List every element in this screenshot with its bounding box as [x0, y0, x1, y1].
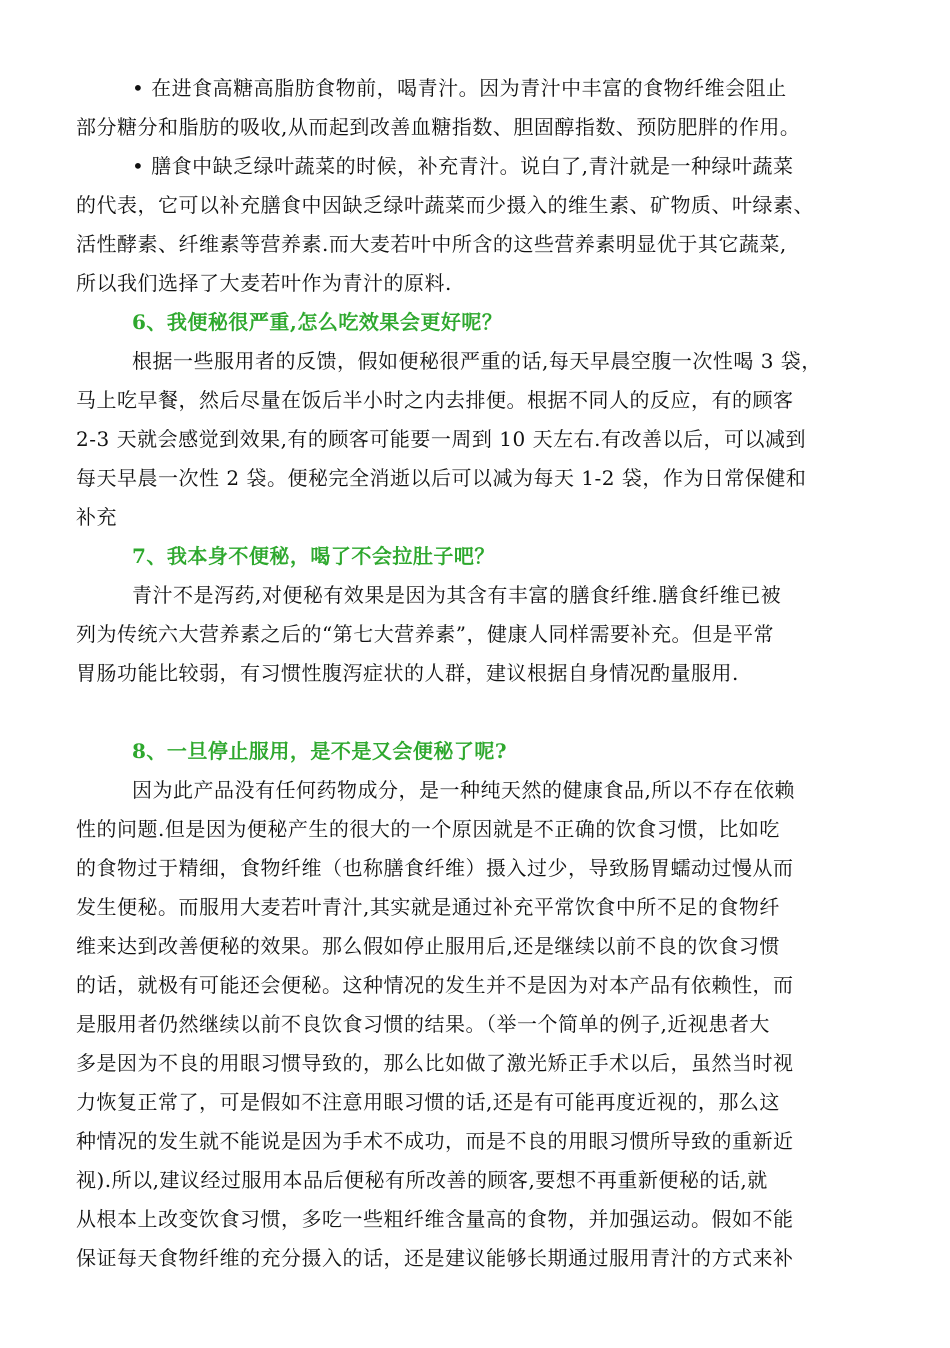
text-line: 的话，就极有可能还会便秘。这种情况的发生并不是因为对本产品有依赖性，而	[76, 973, 794, 997]
text-line: 的食物过于精细，食物纤维（也称膳食纤维）摄入过少，导致肠胃蠕动过慢从而	[76, 856, 794, 880]
text-line: 多是因为不良的用眼习惯导致的，那么比如做了激光矫正手术以后，虽然当时视	[76, 1051, 794, 1075]
text-line: 视).所以,建议经过服用本品后便秘有所改善的顾客,要想不再重新便秘的话,就	[76, 1168, 768, 1192]
text-line: 发生便秘。而服用大麦若叶青汁,其实就是通过补充平常饮食中所不足的食物纤	[76, 895, 780, 919]
question-heading-6: 6、我便秘很严重,怎么吃效果会更好呢？	[132, 310, 503, 334]
text-line: 从根本上改变饮食习惯，多吃一些粗纤维含量高的食物，并加强运动。假如不能	[76, 1207, 794, 1231]
text-line: 因为此产品没有任何药物成分，是一种纯天然的健康食品,所以不存在依赖	[132, 778, 795, 802]
text-line: 是服用者仍然继续以前不良饮食习惯的结果。（举一个简单的例子,近视患者大	[76, 1012, 770, 1036]
text-line: 所以我们选择了大麦若叶作为青汁的原料.	[76, 271, 452, 295]
text-line: 2-3 天就会感觉到效果,有的顾客可能要一周到 10 天左右.有改善以后，可以减到	[76, 427, 806, 451]
text-line: 马上吃早餐，然后尽量在饭后半小时之内去排便。根据不同人的反应，有的顾客	[76, 388, 794, 412]
text-line: • 在进食高糖高脂肪食物前，喝青汁。因为青汁中丰富的食物纤维会阻止	[132, 76, 787, 100]
text-line: 补充	[76, 505, 117, 529]
text-line: 部分糖分和脂肪的吸收,从而起到改善血糖指数、胆固醇指数、预防肥胖的作用。	[76, 115, 801, 139]
question-heading-7: 7、我本身不便秘，喝了不会拉肚子吧？	[132, 544, 495, 568]
text-line: 活性酵素、纤维素等营养素.而大麦若叶中所含的这些营养素明显优于其它蔬菜,	[76, 232, 787, 256]
text-line: 青汁不是泻药,对便秘有效果是因为其含有丰富的膳食纤维.膳食纤维已被	[132, 583, 782, 607]
text-line: 根据一些服用者的反馈，假如便秘很严重的话,每天早晨空腹一次性喝 3 袋，	[132, 349, 822, 373]
text-line: 性的问题.但是因为便秘产生的很大的一个原因就是不正确的饮食习惯，比如吃	[76, 817, 780, 841]
text-line: 的代表，它可以补充膳食中因缺乏绿叶蔬菜而少摄入的维生素、矿物质、叶绿素、	[76, 193, 814, 217]
text-line: 力恢复正常了，可是假如不注意用眼习惯的话,还是有可能再度近视的，那么这	[76, 1090, 780, 1114]
text-line: 胃肠功能比较弱，有习惯性腹泻症状的人群，建议根据自身情况酌量服用.	[76, 661, 739, 685]
text-line: 维来达到改善便秘的效果。那么假如停止服用后,还是继续以前不良的饮食习惯	[76, 934, 780, 958]
text-line: 种情况的发生就不能说是因为手术不成功，而是不良的用眼习惯所导致的重新近	[76, 1129, 794, 1153]
question-heading-8: 8、一旦停止服用，是不是又会便秘了呢?	[132, 739, 508, 763]
text-line: 保证每天食物纤维的充分摄入的话，还是建议能够长期通过服用青汁的方式来补	[76, 1246, 794, 1270]
text-line: 列为传统六大营养素之后的“第七大营养素”，健康人同样需要补充。但是平常	[76, 622, 774, 646]
text-line: 每天早晨一次性 2 袋。便秘完全消逝以后可以减为每天 1-2 袋，作为日常保健和	[76, 466, 807, 490]
text-line: • 膳食中缺乏绿叶蔬菜的时候，补充青汁。说白了,青汁就是一种绿叶蔬菜	[132, 154, 794, 178]
